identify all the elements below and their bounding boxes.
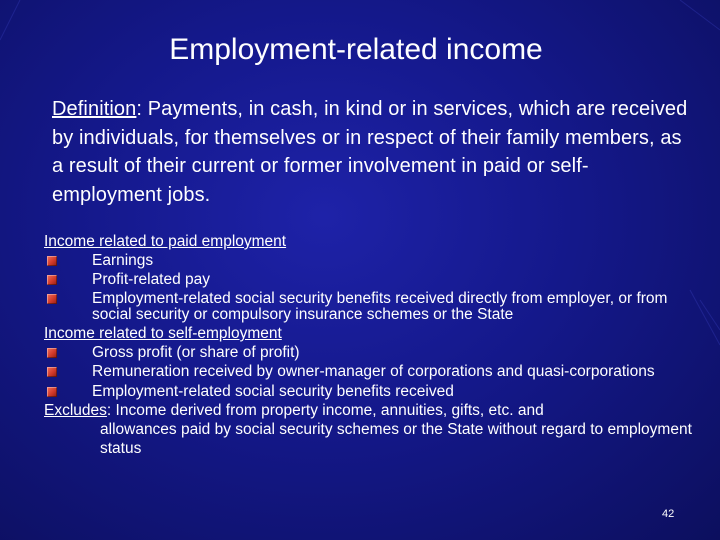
list-item — [44, 251, 704, 270]
list-item — [44, 343, 704, 362]
paid-employment-heading: Income related to paid employment — [44, 233, 287, 250]
excludes-line — [44, 401, 704, 420]
list-item-text: Employment-related social security benefits received directly from employer, or from social security or compulsory insurance schemes or the State — [92, 290, 668, 323]
list-item-text: Employment-related social security benefits received — [92, 382, 454, 400]
definition-text: : Payments, in cash, in kind or in services, which are received by individuals, for themselves or in respect of their family members, as a result of their current or former involvement in paid or self-employment jobs. — [52, 98, 688, 206]
page-number: 42 — [662, 508, 675, 520]
red-square-bullet-icon — [47, 348, 57, 358]
list-item — [44, 382, 704, 401]
red-square-bullet-icon — [47, 294, 57, 304]
definition-paragraph — [52, 95, 692, 209]
list-item — [44, 270, 704, 289]
excludes-continuation: allowances paid by social security schemes or the State without regard to employment status — [100, 420, 692, 457]
red-square-bullet-icon — [47, 256, 57, 266]
slide-body — [44, 232, 704, 458]
list-item — [44, 362, 704, 382]
red-square-bullet-icon — [47, 275, 57, 285]
list-item-text: Gross profit (or share of profit) — [92, 344, 300, 361]
list-item — [44, 289, 704, 324]
list-item-text: Remuneration received by owner-manager of corporations and quasi-corporations — [92, 363, 655, 380]
excludes-text: : Income derived from property income, annuities, gifts, etc. and — [106, 401, 544, 419]
list-item-text: Earnings — [92, 252, 154, 269]
slide-title: Employment-related income — [169, 33, 543, 66]
red-square-bullet-icon — [47, 387, 57, 397]
red-square-bullet-icon — [47, 367, 57, 377]
excludes-label: Excludes — [44, 401, 107, 419]
self-employment-heading: Income related to self-employment — [44, 325, 282, 342]
definition-label: Definition — [52, 98, 137, 120]
list-item-text: Profit-related pay — [92, 271, 211, 288]
